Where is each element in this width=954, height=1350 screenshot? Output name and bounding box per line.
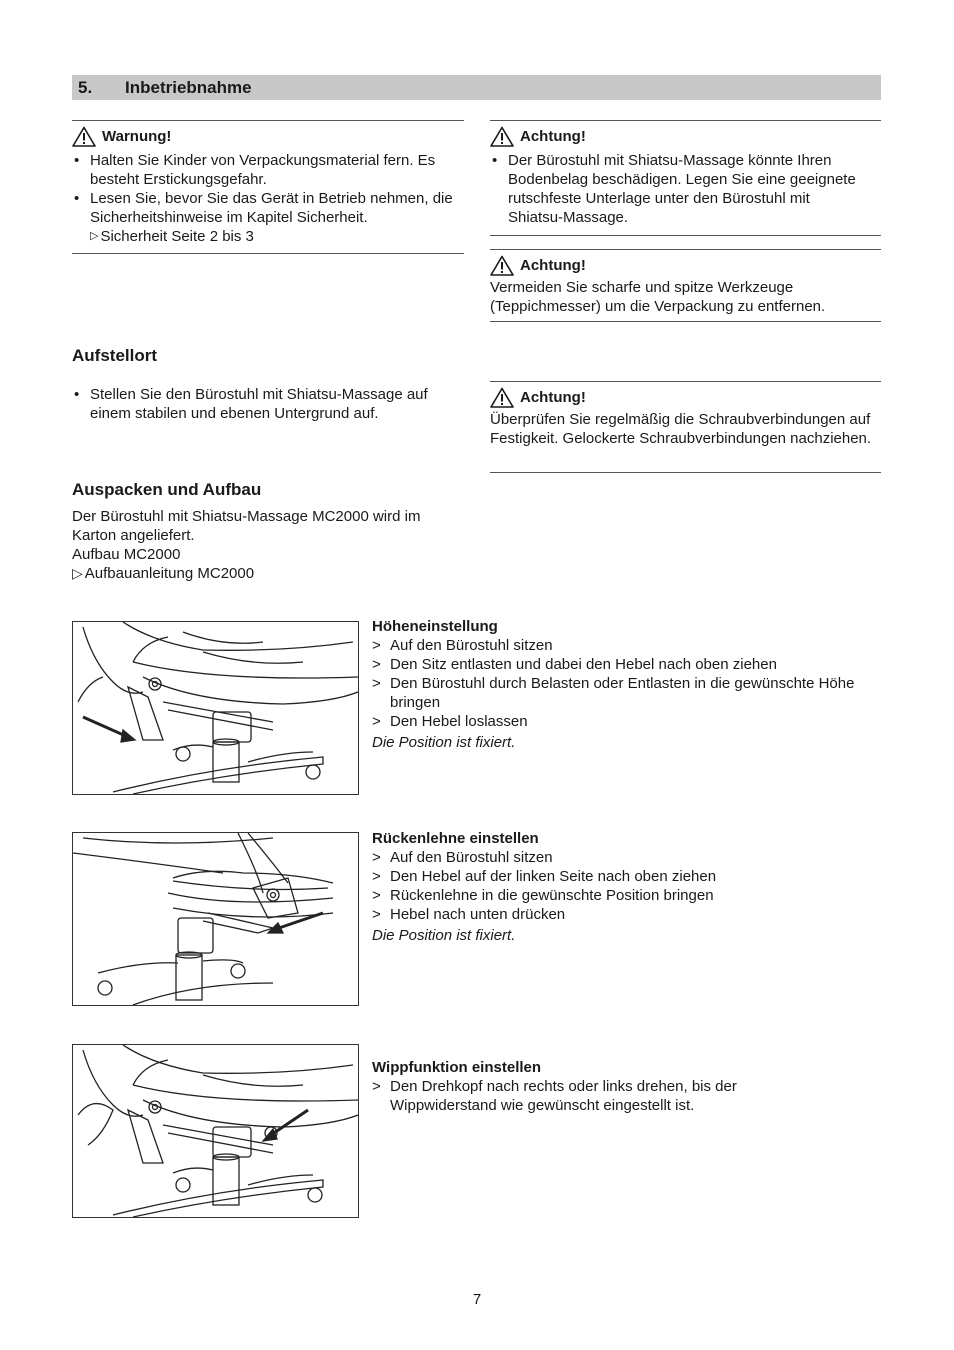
- step-list: [372, 636, 872, 731]
- triangle-right-icon: ▷: [72, 565, 83, 581]
- instruction-height: [372, 617, 872, 752]
- step-item: > Den Sitz entlasten und dabei den Hebel nach oben ziehen: [372, 655, 872, 674]
- list-item: • Halten Sie Kinder von Verpackungsmaterial fern. Es besteht Erstickungsgefahr.: [72, 151, 464, 189]
- instruction-title: Rückenlehne einstellen: [372, 830, 539, 847]
- page-number: 7: [472, 1291, 482, 1308]
- result-text: Die Position ist fixiert.: [372, 734, 516, 751]
- cross-reference-text: Sicherheit Seite 2 bis 3: [100, 228, 254, 245]
- step-item: > Rückenlehne in die gewünschte Position bringen: [372, 886, 872, 905]
- section-title: Inbetriebnahme: [125, 78, 252, 97]
- step-list: [372, 848, 872, 924]
- instruction-title: Höheneinstellung: [372, 618, 498, 635]
- warning-list: [72, 151, 464, 227]
- step-item: > Den Bürostuhl durch Belasten oder Entlasten in die gewünschte Höhe bringen: [372, 674, 872, 712]
- list-item: • Lesen Sie, bevor Sie das Gerät in Betrieb nehmen, die Sicherheitshinweise im Kapitel Sicherheit.: [72, 189, 464, 227]
- instruction-title: Wippfunktion einstellen: [372, 1059, 542, 1076]
- warning-heading: [72, 125, 464, 147]
- heading-auspacken: Auspacken und Aufbau: [72, 480, 262, 499]
- caution-box-tools: [490, 249, 881, 322]
- auspacken-text: Der Bürostuhl mit Shiatsu-Massage MC2000 wird im Karton angeliefert.: [72, 508, 421, 544]
- warning-triangle-icon: [490, 255, 514, 276]
- cross-reference[interactable]: [72, 564, 467, 583]
- step-list: [372, 1077, 792, 1115]
- step-item: > Den Hebel auf der linken Seite nach oben ziehen: [372, 867, 872, 886]
- caution-heading: [490, 125, 881, 147]
- step-item: > Den Drehkopf nach rechts oder links drehen, bis der Wippwiderstand wie gewünscht eingestellt ist.: [372, 1077, 792, 1115]
- auspacken-body: [72, 507, 467, 583]
- caution-list: [490, 151, 860, 227]
- step-item: > Hebel nach unten drücken: [372, 905, 872, 924]
- heading-aufstellort: Aufstellort: [72, 346, 157, 365]
- step-item: > Den Hebel loslassen: [372, 712, 872, 731]
- warning-title: Warnung!: [102, 127, 172, 145]
- figure-tilt-function: [72, 1044, 359, 1218]
- instruction-tilt: [372, 1058, 872, 1115]
- cross-reference[interactable]: [72, 227, 464, 246]
- cross-reference-text: Aufbauanleitung MC2000: [84, 565, 255, 582]
- caution-title: Achtung!: [520, 127, 586, 145]
- section-number: 5.: [78, 78, 93, 97]
- step-item: > Auf den Bürostuhl sitzen: [372, 636, 872, 655]
- section-header: [72, 75, 881, 100]
- figure-backrest: [72, 832, 359, 1006]
- caution-title: Achtung!: [520, 256, 586, 274]
- list-item: • Stellen Sie den Bürostuhl mit Shiatsu-Massage auf einem stabilen und ebenen Untergrund auf.: [72, 385, 467, 423]
- caution-text: Vermeiden Sie scharfe und spitze Werkzeuge (Teppichmesser) um die Verpackung zu entfernen.: [490, 279, 826, 315]
- step-item: > Auf den Bürostuhl sitzen: [372, 848, 872, 867]
- warning-triangle-icon: [490, 126, 514, 147]
- caution-box-screws: [490, 381, 881, 473]
- aufstellort-list: [72, 385, 467, 423]
- warning-box: [72, 120, 464, 254]
- auspacken-line: Aufbau MC2000: [72, 546, 181, 563]
- warning-triangle-icon: [72, 126, 96, 147]
- caution-text: Überprüfen Sie regelmäßig die Schraubverbindungen auf Festigkeit. Gelockerte Schraubverbindungen nachziehen.: [490, 411, 872, 447]
- instruction-backrest: [372, 829, 872, 945]
- list-item: • Der Bürostuhl mit Shiatsu-Massage könnte Ihren Bodenbelag beschädigen. Legen Sie eine geeignete rutschfeste Unterlage unter den Bürostuhl mit Shiatsu-Massage.: [490, 151, 860, 227]
- result-text: Die Position ist fixiert.: [372, 927, 516, 944]
- caution-heading: [490, 386, 881, 408]
- figure-height-adjustment: [72, 621, 359, 795]
- caution-box-flooring: [490, 120, 881, 236]
- caution-title: Achtung!: [520, 388, 586, 406]
- caution-heading: [490, 254, 881, 276]
- warning-triangle-icon: [490, 387, 514, 408]
- triangle-right-icon: ▷: [90, 230, 99, 242]
